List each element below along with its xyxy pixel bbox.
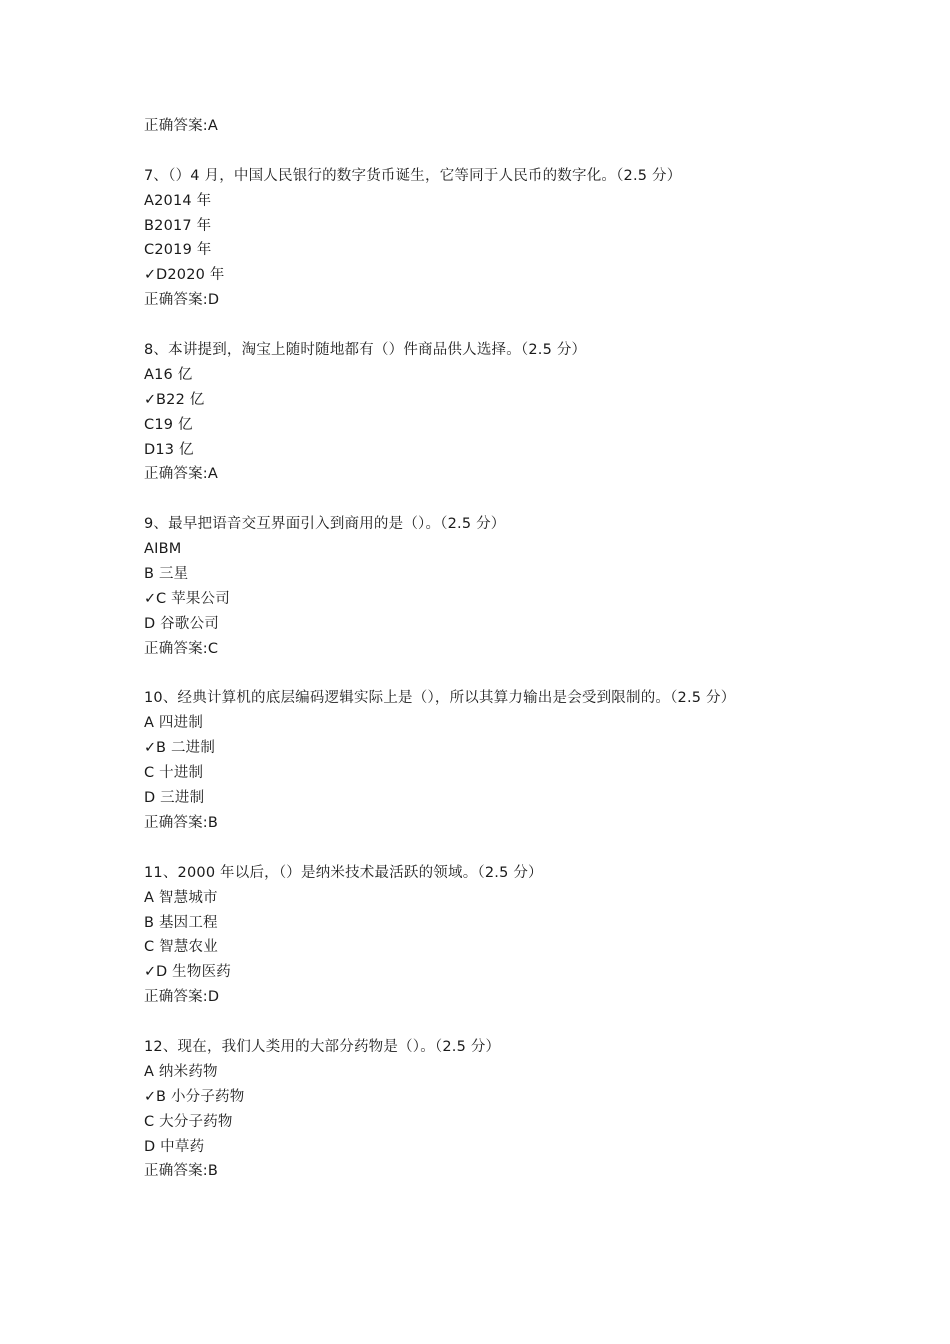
option-text: D 谷歌公司 [144,615,219,632]
option-item [144,612,844,637]
question-stem: 8、本讲提到，淘宝上随时随地都有（）件商品供人选择。（2.5 分） [144,342,587,359]
option-item [144,935,844,960]
option-text: C19 亿 [144,416,193,433]
option-item [144,438,844,463]
option-text: B 小分子药物 [156,1088,245,1105]
document-page [144,114,844,1209]
option-item [144,1060,844,1085]
option-item [144,363,844,388]
option-text: B22 亿 [156,391,205,408]
option-item [144,413,844,438]
correct-answer: 正确答案:A [144,466,219,483]
option-text: C 智慧农业 [144,939,218,956]
option-text: D13 亿 [144,441,194,458]
option-text: C 十进制 [144,765,204,782]
correct-answer: 正确答案:C [144,640,219,657]
option-text: D2020 年 [156,267,225,284]
option-item [144,736,844,761]
question-stem: 9、最早把语音交互界面引入到商用的是（）。（2.5 分） [144,516,506,533]
option-item [144,911,844,936]
checkmark-icon: ✓ [144,391,157,408]
correct-answer: 正确答案:B [144,814,219,831]
option-item [144,537,844,562]
checkmark-icon: ✓ [144,267,157,284]
option-item [144,238,844,263]
question-block [144,1035,844,1209]
option-text: A 智慧城市 [144,889,218,906]
option-text: B 三星 [144,566,189,583]
question-block [144,512,844,686]
option-item [144,1085,844,1110]
option-text: B2017 年 [144,217,212,234]
option-item [144,263,844,288]
option-text: A 纳米药物 [144,1063,218,1080]
option-text: A 四进制 [144,715,204,732]
option-text: A2014 年 [144,192,212,209]
question-stem: 12、现在，我们人类用的大部分药物是（）。（2.5 分） [144,1038,501,1055]
correct-answer: 正确答案:D [144,989,220,1006]
question-stem: 11、2000 年以后，（）是纳米技术最活跃的领域。（2.5 分） [144,864,543,881]
question-block [144,338,844,512]
option-text: C 苹果公司 [156,590,230,607]
option-text: D 中草药 [144,1138,205,1155]
option-item [144,1135,844,1160]
question-block [144,861,844,1035]
option-item [144,562,844,587]
option-text: C 大分子药物 [144,1113,233,1130]
question-stem: 10、经典计算机的底层编码逻辑实际上是（），所以其算力输出是会受到限制的。（2.5 分） [144,690,736,707]
option-item [144,786,844,811]
option-text: D 三进制 [144,790,205,807]
checkmark-icon: ✓ [144,964,157,981]
correct-answer: 正确答案:D [144,292,220,309]
option-item [144,189,844,214]
correct-answer: 正确答案:B [144,1163,219,1180]
previous-correct-answer: 正确答案:A [144,118,219,134]
checkmark-icon: ✓ [144,740,157,757]
option-item [144,1110,844,1135]
option-item [144,388,844,413]
option-text: B 二进制 [156,740,216,757]
option-text: C2019 年 [144,242,212,259]
option-text: D 生物医药 [156,964,231,981]
question-block [144,686,844,860]
question-list [144,164,844,1209]
option-item [144,711,844,736]
option-text: AIBM [144,541,182,558]
question-block [144,164,844,338]
checkmark-icon: ✓ [144,590,157,607]
checkmark-icon: ✓ [144,1088,157,1105]
option-text: A16 亿 [144,366,193,383]
option-item [144,960,844,985]
option-item [144,886,844,911]
option-text: B 基因工程 [144,914,218,931]
option-item [144,761,844,786]
question-stem: 7、（）4 月，中国人民银行的数字货币诞生，它等同于人民币的数字化。（2.5 分） [144,167,682,184]
option-item [144,214,844,239]
option-item [144,587,844,612]
